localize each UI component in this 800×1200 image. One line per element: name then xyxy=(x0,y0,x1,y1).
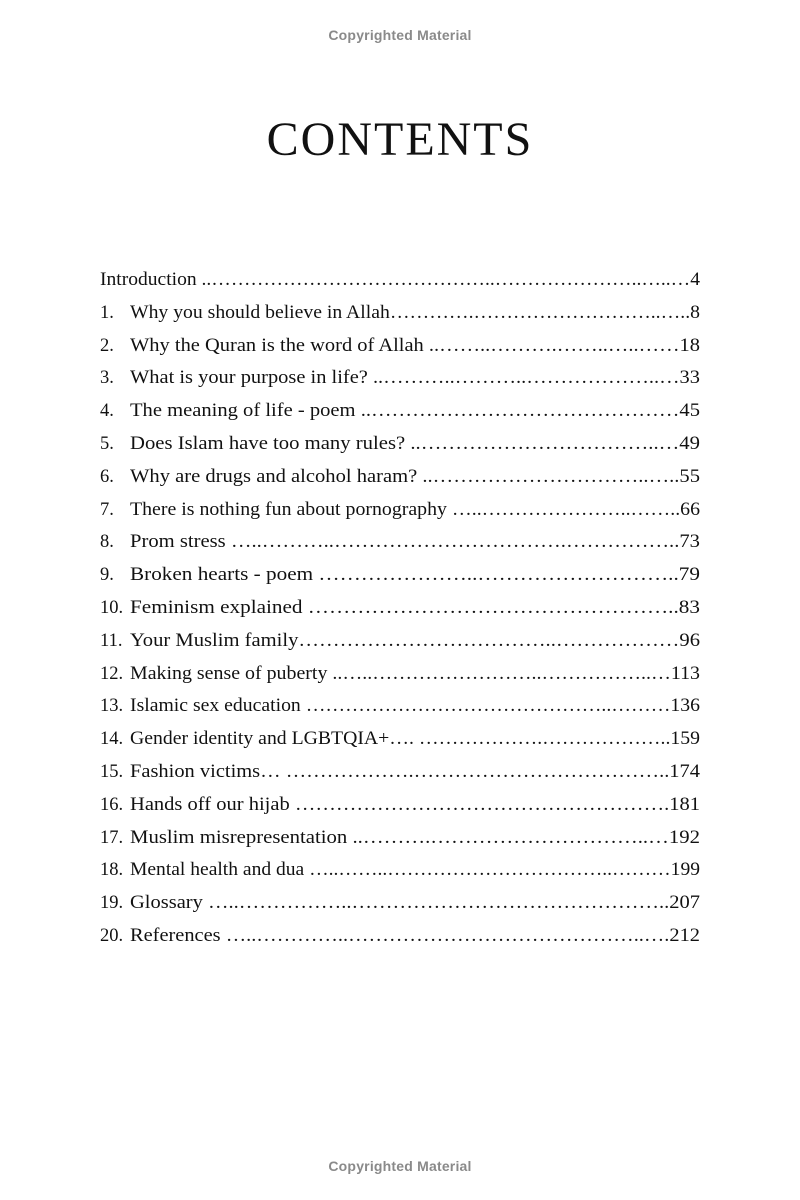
copyright-watermark-bottom: Copyrighted Material xyxy=(328,1158,472,1174)
toc-entry-number: 10. xyxy=(100,597,124,618)
toc-entry-text: Introduction ..……………………………………..…………………..…..…4 xyxy=(100,270,700,290)
toc-entry-10[interactable] xyxy=(100,596,700,629)
toc-entry-text: Does Islam have too many rules? ..……………………………..…49 xyxy=(130,433,700,454)
toc-entry-number: 14. xyxy=(100,729,124,750)
toc-entry-text: References …..…………..……………………………………..….212 xyxy=(130,925,700,946)
toc-entry-number: 16. xyxy=(100,794,124,815)
toc-entry-18[interactable] xyxy=(100,858,700,891)
toc-entry-introduction[interactable] xyxy=(100,268,700,301)
toc-entry-number: 19. xyxy=(100,893,124,914)
toc-entry-text: Broken hearts - poem …………………..………………………..79 xyxy=(130,565,700,586)
toc-entry-text: What is your purpose in life? ..………..………..………………..…33 xyxy=(130,368,700,389)
toc-entry-text: Hands off our hijab ……………………………………………….181 xyxy=(130,794,700,815)
toc-entry-number: 9. xyxy=(100,565,114,586)
toc-entry-text: Gender identity and LGBTQIA+…. ……………….………………..159 xyxy=(130,729,700,750)
toc-entry-8[interactable] xyxy=(100,530,700,563)
toc-entry-number: 13. xyxy=(100,696,124,717)
toc-entry-19[interactable] xyxy=(100,891,700,924)
toc-entry-4[interactable] xyxy=(100,399,700,432)
toc-entry-13[interactable] xyxy=(100,694,700,727)
toc-entry-text: Why are drugs and alcohol haram? ..…………………………..…..55 xyxy=(130,466,700,487)
toc-entry-15[interactable] xyxy=(100,760,700,793)
toc-entry-text: Glossary …..……………..………………………………………..207 xyxy=(130,893,700,914)
toc-entry-number: 7. xyxy=(100,499,114,520)
toc-entry-number: 18. xyxy=(100,860,124,881)
toc-entry-2[interactable] xyxy=(100,334,700,367)
toc-entry-number: 15. xyxy=(100,761,124,782)
toc-entry-number: 11. xyxy=(100,630,123,651)
toc-entry-text: Why you should believe in Allah………….………………………..…..8 xyxy=(130,302,700,323)
toc-entry-number: 20. xyxy=(100,925,124,946)
toc-entry-16[interactable] xyxy=(100,793,700,826)
toc-entry-7[interactable] xyxy=(100,498,700,531)
toc-entry-number: 2. xyxy=(100,335,114,356)
toc-entry-number: 5. xyxy=(100,433,114,454)
toc-entry-number: 6. xyxy=(100,466,114,487)
toc-entry-9[interactable] xyxy=(100,563,700,596)
toc-entry-17[interactable] xyxy=(100,826,700,859)
toc-entry-6[interactable] xyxy=(100,465,700,498)
toc-entry-20[interactable] xyxy=(100,924,700,957)
toc-entry-text: There is nothing fun about pornography …..…………………..……..66 xyxy=(130,499,700,520)
copyright-watermark-top: Copyrighted Material xyxy=(328,27,472,43)
toc-entry-number: 12. xyxy=(100,663,124,684)
toc-entry-5[interactable] xyxy=(100,432,700,465)
toc-entry-text: Your Muslim family………………………………..………………96 xyxy=(130,630,700,651)
toc-entry-11[interactable] xyxy=(100,629,700,662)
toc-entry-14[interactable] xyxy=(100,727,700,760)
toc-entry-text: Prom stress …..………..…………………………….……………..73 xyxy=(130,532,700,553)
toc-entry-number: 3. xyxy=(100,368,114,389)
page-title: CONTENTS xyxy=(266,113,534,166)
toc-entry-text: The meaning of life - poem ..………………………………………45 xyxy=(130,401,700,422)
toc-entry-number: 17. xyxy=(100,827,124,848)
toc-entry-text: Muslim misrepresentation ..……….…………………………..…192 xyxy=(130,827,700,848)
toc-entry-text: Mental health and dua …..……..……………………………..………199 xyxy=(130,860,700,881)
toc-entry-12[interactable] xyxy=(100,662,700,695)
toc-entry-text: Feminism explained ……………………………………………..83 xyxy=(130,597,700,618)
toc-entry-text: Making sense of puberty ..…..……………………..……………..…113 xyxy=(130,663,700,684)
toc-entry-number: 4. xyxy=(100,401,114,422)
toc-entry-3[interactable] xyxy=(100,366,700,399)
toc-entry-number: 8. xyxy=(100,532,114,553)
table-of-contents xyxy=(100,268,700,957)
toc-entry-text: Fashion victims… ……………….………………………………..174 xyxy=(130,761,700,782)
toc-entry-text: Why the Quran is the word of Allah ..……..……….……..…..……18 xyxy=(130,335,700,356)
toc-entry-number: 1. xyxy=(100,302,114,323)
toc-entry-1[interactable] xyxy=(100,301,700,334)
toc-entry-text: Islamic sex education ………………………………………..………136 xyxy=(130,696,700,717)
